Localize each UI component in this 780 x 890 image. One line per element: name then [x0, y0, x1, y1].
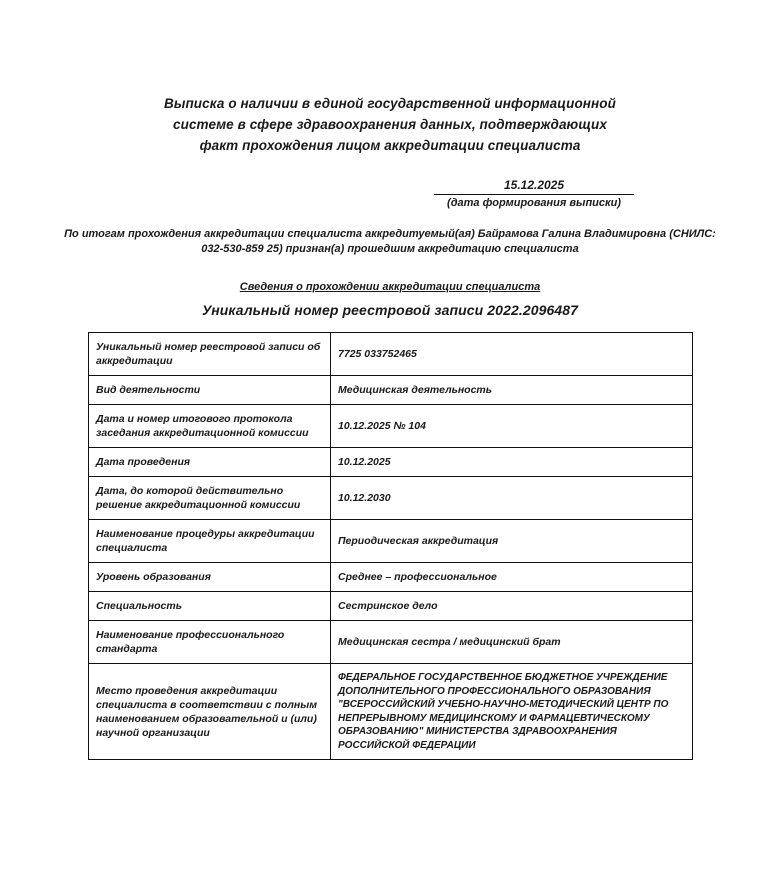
row-value: 10.12.2025 [331, 448, 693, 477]
row-value: ФЕДЕРАЛЬНОЕ ГОСУДАРСТВЕННОЕ БЮДЖЕТНОЕ УЧРЕЖДЕНИЕ ДОПОЛНИТЕЛЬНОГО ПРОФЕССИОНАЛЬНОГО ОБРАЗОВАНИЯ "ВСЕРОССИЙСКИЙ УЧЕБНО-НАУЧНО-МЕТОДИЧЕСКИЙ ЦЕНТР ПО НЕПРЕРЫВНОМУ МЕДИЦИНСКОМУ И ФАРМАЦЕВТИЧЕСКОМУ ОБРАЗОВАНИЮ" МИНИСТЕРСТВА ЗДРАВООХРАНЕНИЯ РОССИЙСКОЙ ФЕДЕРАЦИИ [331, 664, 693, 760]
row-label: Дата, до которой действительно решение аккредитационной комиссии [89, 477, 331, 520]
row-label: Уровень образования [89, 563, 331, 592]
formation-date-block [434, 178, 634, 209]
row-label: Уникальный номер реестровой записи об аккредитации [89, 333, 331, 376]
row-label: Место проведения аккредитации специалиста в соответствии с полным наименованием образовательной и (или) научной организации [89, 664, 331, 760]
row-value: Медицинская сестра / медицинский брат [331, 621, 693, 664]
table-row [89, 592, 693, 621]
formation-date: 15.12.2025 [434, 178, 634, 195]
section-heading: Сведения о прохождении аккредитации специалиста [239, 281, 541, 293]
accreditation-table [88, 332, 693, 760]
table-row [89, 563, 693, 592]
row-value: 10.12.2025 № 104 [331, 405, 693, 448]
row-value: 7725 033752465 [331, 333, 693, 376]
row-value: Сестринское дело [331, 592, 693, 621]
registry-number-line: Уникальный номер реестровой записи 2022.2096487 [201, 302, 579, 318]
row-value: 10.12.2030 [331, 477, 693, 520]
table-row [89, 376, 693, 405]
table-row [89, 405, 693, 448]
row-value: Периодическая аккредитация [331, 520, 693, 563]
formation-date-caption: (дата формирования выписки) [447, 197, 621, 209]
table-row [89, 520, 693, 563]
row-label: Специальность [89, 592, 331, 621]
row-label: Дата и номер итогового протокола заседания аккредитационной комиссии [89, 405, 331, 448]
row-value: Среднее – профессиональное [331, 563, 693, 592]
document-title: Выписка о наличии в единой государственной информационной системе в сфере здравоохранения данных, подтверждающих факт прохождения лицом аккредитации специалиста [163, 96, 616, 153]
table-row [89, 333, 693, 376]
intro-paragraph: По итогам прохождения аккредитации специалиста аккредитуемый(ая) Байрамова Галина Владимировна (СНИЛС: 032-530-859 25) признан(а) прошедшим аккредитацию специалиста [64, 228, 716, 255]
row-value: Медицинская деятельность [331, 376, 693, 405]
table-row [89, 664, 693, 760]
row-label: Дата проведения [89, 448, 331, 477]
row-label: Наименование процедуры аккредитации специалиста [89, 520, 331, 563]
row-label: Наименование профессионального стандарта [89, 621, 331, 664]
row-label: Вид деятельности [89, 376, 331, 405]
table-row [89, 621, 693, 664]
table-row [89, 448, 693, 477]
table-row [89, 477, 693, 520]
